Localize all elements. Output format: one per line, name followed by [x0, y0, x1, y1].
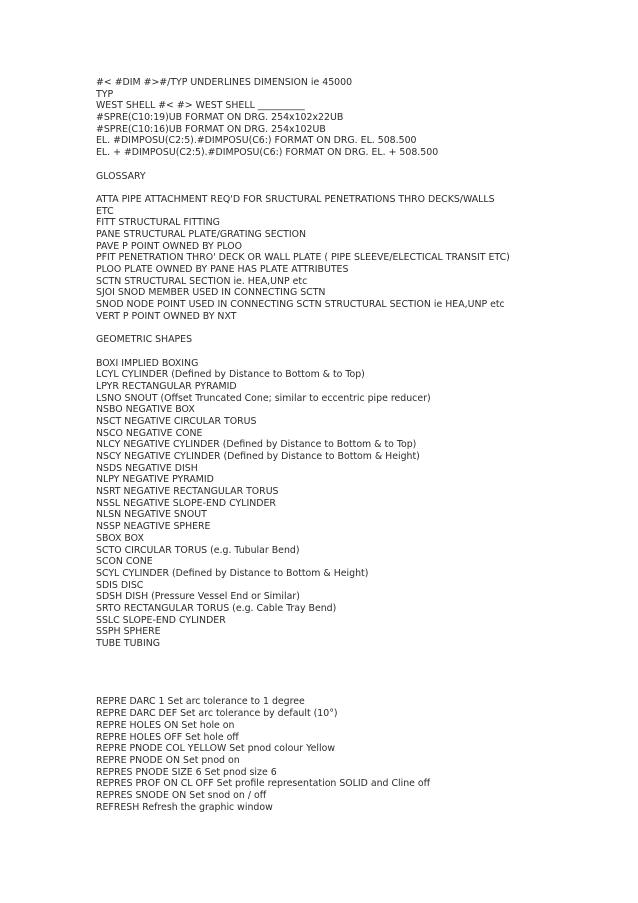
header-line: #SPRE(C10:19)UB FORMAT ON DRG. 254x102x22UB — [96, 112, 344, 124]
spacer — [96, 182, 626, 194]
commands-section — [96, 696, 626, 813]
shape-item: SCTO CIRCULAR TORUS (e.g. Tubular Bend) — [96, 544, 300, 556]
shape-item: TUBE TUBING — [96, 638, 160, 649]
command-item: REPRE PNODE ON Set pnod on — [96, 754, 240, 766]
glossary-item: PANE STRUCTURAL PLATE/GRATING SECTION — [96, 228, 307, 240]
shape-item: NSDS NEGATIVE DISH — [96, 462, 198, 474]
spacer — [96, 346, 626, 358]
header-block — [96, 77, 626, 159]
shape-item: NSCT NEGATIVE CIRCULAR TORUS — [96, 415, 257, 427]
spacer — [96, 650, 626, 685]
shape-item: NSBO NEGATIVE BOX — [96, 404, 195, 416]
spacer — [96, 322, 626, 334]
command-item: REPRE PNODE COL YELLOW Set pnod colour Yellow — [96, 743, 335, 755]
command-item: REPRE HOLES OFF Set hole off — [96, 731, 239, 743]
header-line: #SPRE(C10:16)UB FORMAT ON DRG. 254x102UB — [96, 123, 326, 135]
shape-item: SRTO RECTANGULAR TORUS (e.g. Cable Tray Bend) — [96, 602, 337, 614]
command-item: REPRE DARC DEF Set arc tolerance by default (10°) — [96, 708, 338, 720]
glossary-item: ATTA PIPE ATTACHMENT REQ'D FOR SRUCTURAL PENETRATIONS THRO DECKS/WALLS — [96, 193, 495, 205]
shape-item: SCON CONE — [96, 556, 153, 568]
shape-item: NSSP NEAGTIVE SPHERE — [96, 521, 211, 533]
shape-item: SDSH DISH (Pressure Vessel End or Similar) — [96, 591, 300, 603]
shape-item: SSPH SPHERE — [96, 626, 161, 638]
glossary-item: PAVE P POINT OWNED BY PLOO — [96, 240, 243, 252]
shape-item: BOXI IMPLIED BOXING — [96, 357, 199, 369]
header-line: TYP — [96, 88, 114, 100]
shape-item: LPYR RECTANGULAR PYRAMID — [96, 380, 237, 392]
shape-item: SSLC SLOPE-END CYLINDER — [96, 614, 226, 626]
shape-item: SCYL CYLINDER (Defined by Distance to Bottom & Height) — [96, 567, 369, 579]
command-item: REPRE DARC 1 Set arc tolerance to 1 degree — [96, 696, 305, 708]
header-line: #< #DIM #>#/TYP UNDERLINES DIMENSION ie 45000 — [96, 77, 353, 88]
glossary-item: SJOI SNOD MEMBER USED IN CONNECTING SCTN — [96, 287, 326, 299]
header-line: EL. + #DIMPOSU(C2:5).#DIMPOSU(C6:) FORMAT ON DRG. EL. + 508.500 — [96, 147, 439, 159]
glossary-section — [96, 171, 626, 323]
shapes-section — [96, 334, 626, 650]
glossary-item: PFIT PENETRATION THRO' DECK OR WALL PLATE ( PIPE SLEEVE/ELECTICAL TRANSIT ETC) — [96, 252, 510, 264]
command-item: REPRES PROF ON CL OFF Set profile representation SOLID and Cline off — [96, 778, 431, 790]
header-line: WEST SHELL #< #> WEST SHELL __________ — [96, 100, 305, 112]
command-item: REPRES PNODE SIZE 6 Set pnod size 6 — [96, 766, 277, 778]
command-item: REPRES SNODE ON Set snod on / off — [96, 789, 267, 801]
header-line: EL. #DIMPOSU(C2:5).#DIMPOSU(C6:) FORMAT ON DRG. EL. 508.500 — [96, 135, 417, 147]
shape-item: LSNO SNOUT (Offset Truncated Cone; similar to eccentric pipe reducer) — [96, 392, 431, 404]
shape-item: NSCO NEGATIVE CONE — [96, 427, 203, 439]
shape-item: NSSL NEGATIVE SLOPE-END CYLINDER — [96, 497, 276, 509]
glossary-item: VERT P POINT OWNED BY NXT — [96, 310, 237, 322]
spacer — [96, 159, 626, 171]
glossary-item: FITT STRUCTURAL FITTING — [96, 217, 220, 229]
shapes-heading: GEOMETRIC SHAPES — [96, 334, 193, 346]
glossary-heading: GLOSSARY — [96, 170, 146, 182]
shape-item: SBOX BOX — [96, 532, 144, 544]
command-item: REFRESH Refresh the graphic window — [96, 801, 273, 813]
shape-item: NSRT NEGATIVE RECTANGULAR TORUS — [96, 486, 279, 498]
shape-item: NLPY NEGATIVE PYRAMID — [96, 474, 214, 486]
glossary-item: SNOD NODE POINT USED IN CONNECTING SCTN STRUCTURAL SECTION ie HEA,UNP etc — [96, 299, 505, 311]
document-body — [96, 77, 626, 813]
glossary-item: SCTN STRUCTURAL SECTION ie. HEA,UNP etc — [96, 275, 308, 287]
shape-item: LCYL CYLINDER (Defined by Distance to Bottom & to Top) — [96, 369, 365, 381]
spacer — [96, 685, 626, 697]
glossary-item: ETC — [96, 205, 114, 217]
shape-item: NLCY NEGATIVE CYLINDER (Defined by Distance to Bottom & to Top) — [96, 439, 417, 451]
shape-item: SDIS DISC — [96, 579, 144, 591]
shape-item: NLSN NEGATIVE SNOUT — [96, 509, 207, 521]
glossary-item: PLOO PLATE OWNED BY PANE HAS PLATE ATTRIBUTES — [96, 264, 349, 275]
command-item: REPRE HOLES ON Set hole on — [96, 719, 235, 731]
shape-item: NSCY NEGATIVE CYLINDER (Defined by Distance to Bottom & Height) — [96, 451, 420, 462]
